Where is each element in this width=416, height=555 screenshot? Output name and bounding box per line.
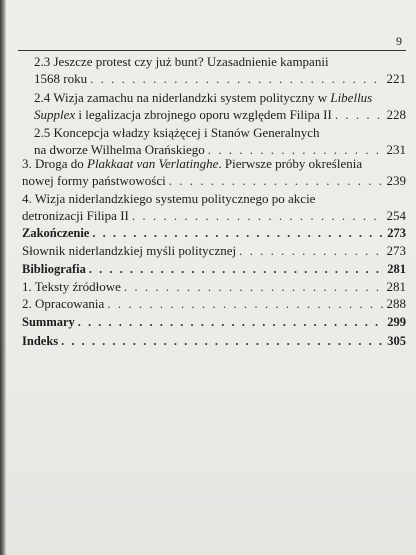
toc-entry-2-4-italic-title-b: Supplex (34, 107, 76, 122)
toc-page-254: 254 (386, 208, 406, 223)
toc-entry-teksty-zrodlowe (22, 278, 406, 295)
toc-entry-zakonczenie (22, 225, 406, 242)
toc-entry-summary (22, 314, 406, 331)
header-rule (18, 50, 406, 51)
toc-label-teksty-zrodlowe: 1. Teksty źródłowe (22, 279, 121, 294)
toc-page-281-b: 281 (386, 279, 406, 294)
toc-page-273-b: 273 (386, 243, 406, 258)
leader-dots (107, 295, 383, 312)
leader-dots (335, 106, 384, 123)
toc-entry-3-line1-post: . Pierwsze próby określenia (218, 156, 363, 171)
toc-entry-bibliografia (22, 261, 406, 278)
toc-entry-2-4-line2: i legalizacja zbrojnego oporu względem Filipa II (75, 107, 332, 122)
toc-entry-indeks (22, 333, 406, 350)
toc-entry-2-4-line1: 2.4 Wizja zamachu na niderlandzki system polityczny w (34, 90, 331, 105)
toc-entry-opracowania (22, 295, 406, 312)
toc-page-305: 305 (387, 334, 406, 348)
toc-page-228: 228 (386, 107, 406, 122)
leader-dots (61, 333, 384, 350)
toc-label-summary: Summary (22, 315, 75, 329)
toc-label-opracowania: 2. Opracowania (22, 296, 105, 311)
toc-entry-2-3-line1: 2.3 Jeszcze protest czy już bunt? Uzasadnienie kampanii (34, 54, 329, 69)
leader-dots (169, 172, 384, 189)
toc-entry-3 (22, 155, 406, 189)
toc-label-slownik: Słownik niderlandzkiej myśli politycznej (22, 243, 237, 258)
leader-dots (124, 278, 384, 295)
toc-entry-4-line1: 4. Wizja niderlandzkiego systemu politycznego po akcie (22, 191, 316, 206)
toc-entry-4 (22, 190, 406, 224)
leader-dots (89, 261, 384, 278)
toc-entry-2-3-line2: 1568 roku (34, 71, 88, 86)
toc-entry-4-line2: detronizacji Filipa II (22, 208, 129, 223)
toc-entry-2-5-line2: na dworze Wilhelma Orańskiego (34, 142, 205, 157)
toc-page-281-a: 281 (387, 262, 406, 276)
leader-dots (92, 225, 384, 242)
toc-page-273-a: 273 (387, 226, 406, 240)
toc-label-indeks: Indeks (22, 334, 59, 348)
toc-label-zakonczenie: Zakończenie (22, 226, 90, 240)
toc-entry-slownik (22, 242, 406, 259)
toc-entry-2-5-line1: 2.5 Koncepcja władzy książęcej i Stanów Generalnych (34, 125, 320, 140)
toc-page-231: 231 (386, 142, 406, 157)
leader-dots (239, 242, 383, 259)
leader-dots (78, 314, 384, 331)
toc-entry-3-line2: nowej formy państwowości (22, 173, 166, 188)
toc-entry-3-italic-title: Plakkaat van Verlatinghe (87, 156, 219, 171)
toc-entry-2-4 (34, 89, 406, 123)
toc-entry-3-line1-pre: 3. Droga do (22, 156, 87, 171)
toc-page-299: 299 (387, 315, 406, 329)
leader-dots (132, 207, 384, 224)
page-number: 9 (396, 34, 402, 48)
toc-entry-2-5 (34, 124, 406, 158)
toc-page-239: 239 (386, 173, 406, 188)
toc-entry-2-4-italic-title-a: Libellus (330, 90, 373, 105)
toc-entry-2-3 (34, 53, 406, 87)
toc-page-288: 288 (386, 296, 406, 311)
toc-page-221: 221 (386, 71, 406, 86)
leader-dots (90, 70, 383, 87)
book-spine (0, 0, 6, 555)
toc-label-bibliografia: Bibliografia (22, 262, 86, 276)
